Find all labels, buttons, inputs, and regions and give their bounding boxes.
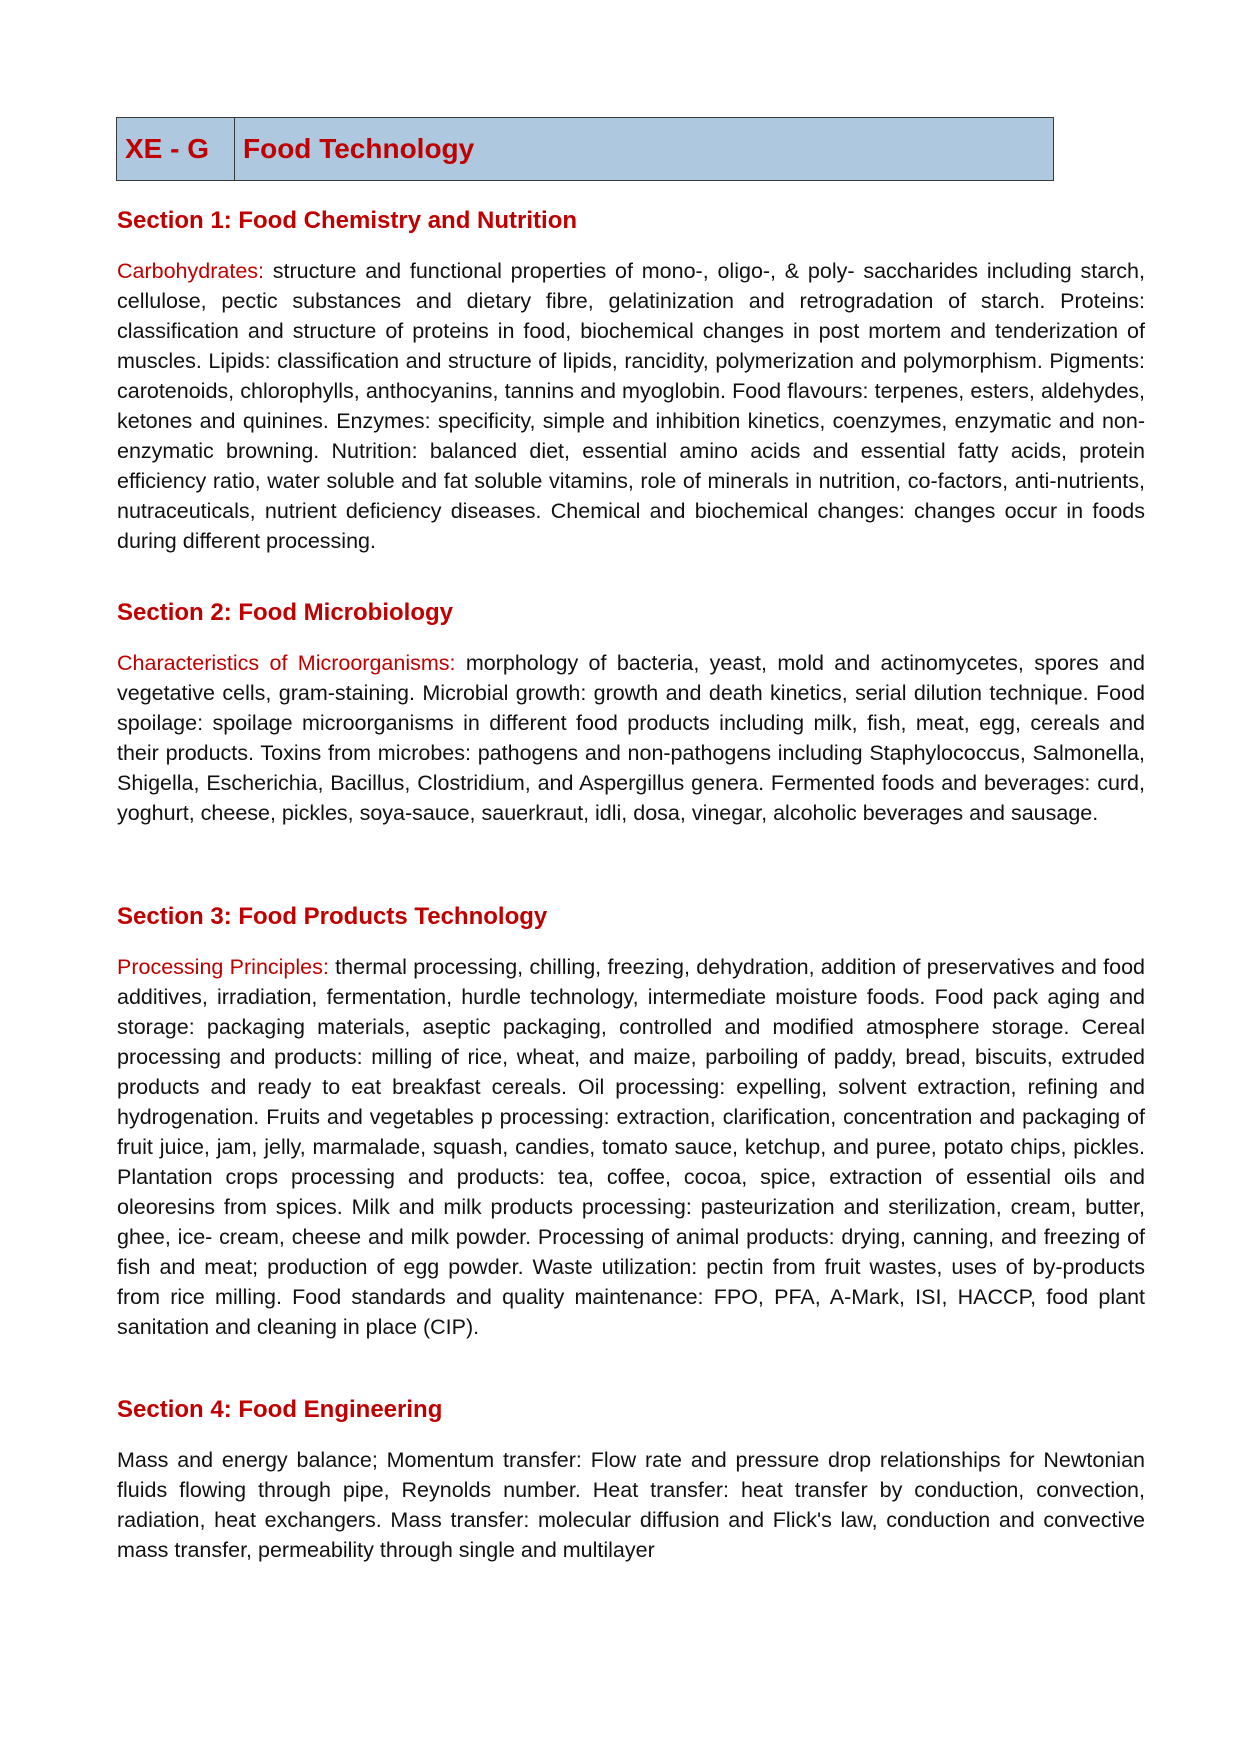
section-heading: Section 2: Food Microbiology (117, 599, 453, 626)
section-text: Mass and energy balance; Momentum transfer: Flow rate and pressure drop relationships for Newtonian fluids flowing through pipe, Reynolds number. Heat transfer: heat transfer by conduction, convection, radiation, heat exchangers. Mass transfer: molecular diffusion and Flick's law, conduction and convective mass transfer, permeability through single and multilayer (117, 1448, 1145, 1562)
section-lead-term: Processing Principles: (117, 955, 329, 979)
section-body (117, 952, 1145, 1342)
section-food-engineering (117, 1395, 1145, 1565)
subject-code: XE - G (117, 118, 235, 180)
section-text: thermal processing, chilling, freezing, dehydration, addition of preservatives and food additives, irradiation, fermentation, hurdle technology, intermediate moisture foods. Food pack aging and storage: packaging materials, aseptic packaging, controlled and modified atmosphere storage. Cereal processing and products: milling of rice, wheat, and maize, parboiling of paddy, bread, biscuits, extruded products and ready to eat breakfast cereals. Oil processing: expelling, solvent extraction, refining and hydrogenation. Fruits and vegetables p processing: extraction, clarification, concentration and packaging of fruit juice, jam, jelly, marmalade, squash, candies, tomato sauce, ketchup, and puree, potato chips, pickles. Plantation crops processing and products: tea, coffee, cocoa, spice, extraction of essential oils and oleoresins from spices. Milk and milk products processing: pasteurization and sterilization, cream, butter, ghee, ice- cream, cheese and milk powder. Processing of animal products: drying, canning, and freezing of fish and meat; production of egg powder. Waste utilization: pectin from fruit wastes, uses of by-products from rice milling. Food standards and quality maintenance: FPO, PFA, A-Mark, ISI, HACCP, food plant sanitation and cleaning in place (CIP). (117, 955, 1145, 1339)
section-heading: Section 4: Food Engineering (117, 1396, 443, 1423)
section-lead-term: Characteristics of Microorganisms: (117, 651, 456, 675)
section-text: structure and functional properties of mono-, oligo-, & poly- saccharides including starch, cellulose, pectic substances and dietary fibre, gelatinization and retrogradation of starch. Proteins: classification and structure of proteins in food, biochemical changes in post mortem and tenderization of muscles. Lipids: classification and structure of lipids, rancidity, polymerization and polymorphism. Pigments: carotenoids, chlorophylls, anthocyanins, tannins and myoglobin. Food flavours: terpenes, esters, aldehydes, ketones and quinines. Enzymes: specificity, simple and inhibition kinetics, coenzymes, enzymatic and non- enzymatic browning. Nutrition: balanced diet, essential amino acids and essential fatty acids, protein efficiency ratio, water soluble and fat soluble vitamins, role of minerals in nutrition, co-factors, anti-nutrients, nutraceuticals, nutrient deficiency diseases. Chemical and biochemical changes: changes occur in foods during different processing. (117, 259, 1145, 553)
section-body (117, 1445, 1145, 1565)
section-text: morphology of bacteria, yeast, mold and actinomycetes, spores and vegetative cells, gram-staining. Microbial growth: growth and death kinetics, serial dilution technique. Food spoilage: spoilage microorganisms in different food products including milk, fish, meat, egg, cereals and their products. Toxins from microbes: pathogens and non-pathogens including Staphylococcus, Salmonella, Shigella, Escherichia, Bacillus, Clostridium, and Aspergillus genera. Fermented foods and beverages: curd, yoghurt, cheese, pickles, soya-sauce, sauerkraut, idli, dosa, vinegar, alcoholic beverages and sausage. (117, 651, 1146, 825)
section-food-chemistry (117, 206, 1145, 556)
section-heading: Section 1: Food Chemistry and Nutrition (117, 207, 578, 234)
subject-header (116, 117, 1054, 181)
section-heading: Section 3: Food Products Technology (117, 903, 548, 930)
section-body (117, 648, 1145, 828)
section-food-products-technology (117, 902, 1145, 1342)
subject-title: Food Technology (243, 133, 475, 164)
section-lead-term: Carbohydrates: (117, 259, 264, 283)
section-body (117, 256, 1145, 556)
section-food-microbiology (117, 598, 1145, 828)
